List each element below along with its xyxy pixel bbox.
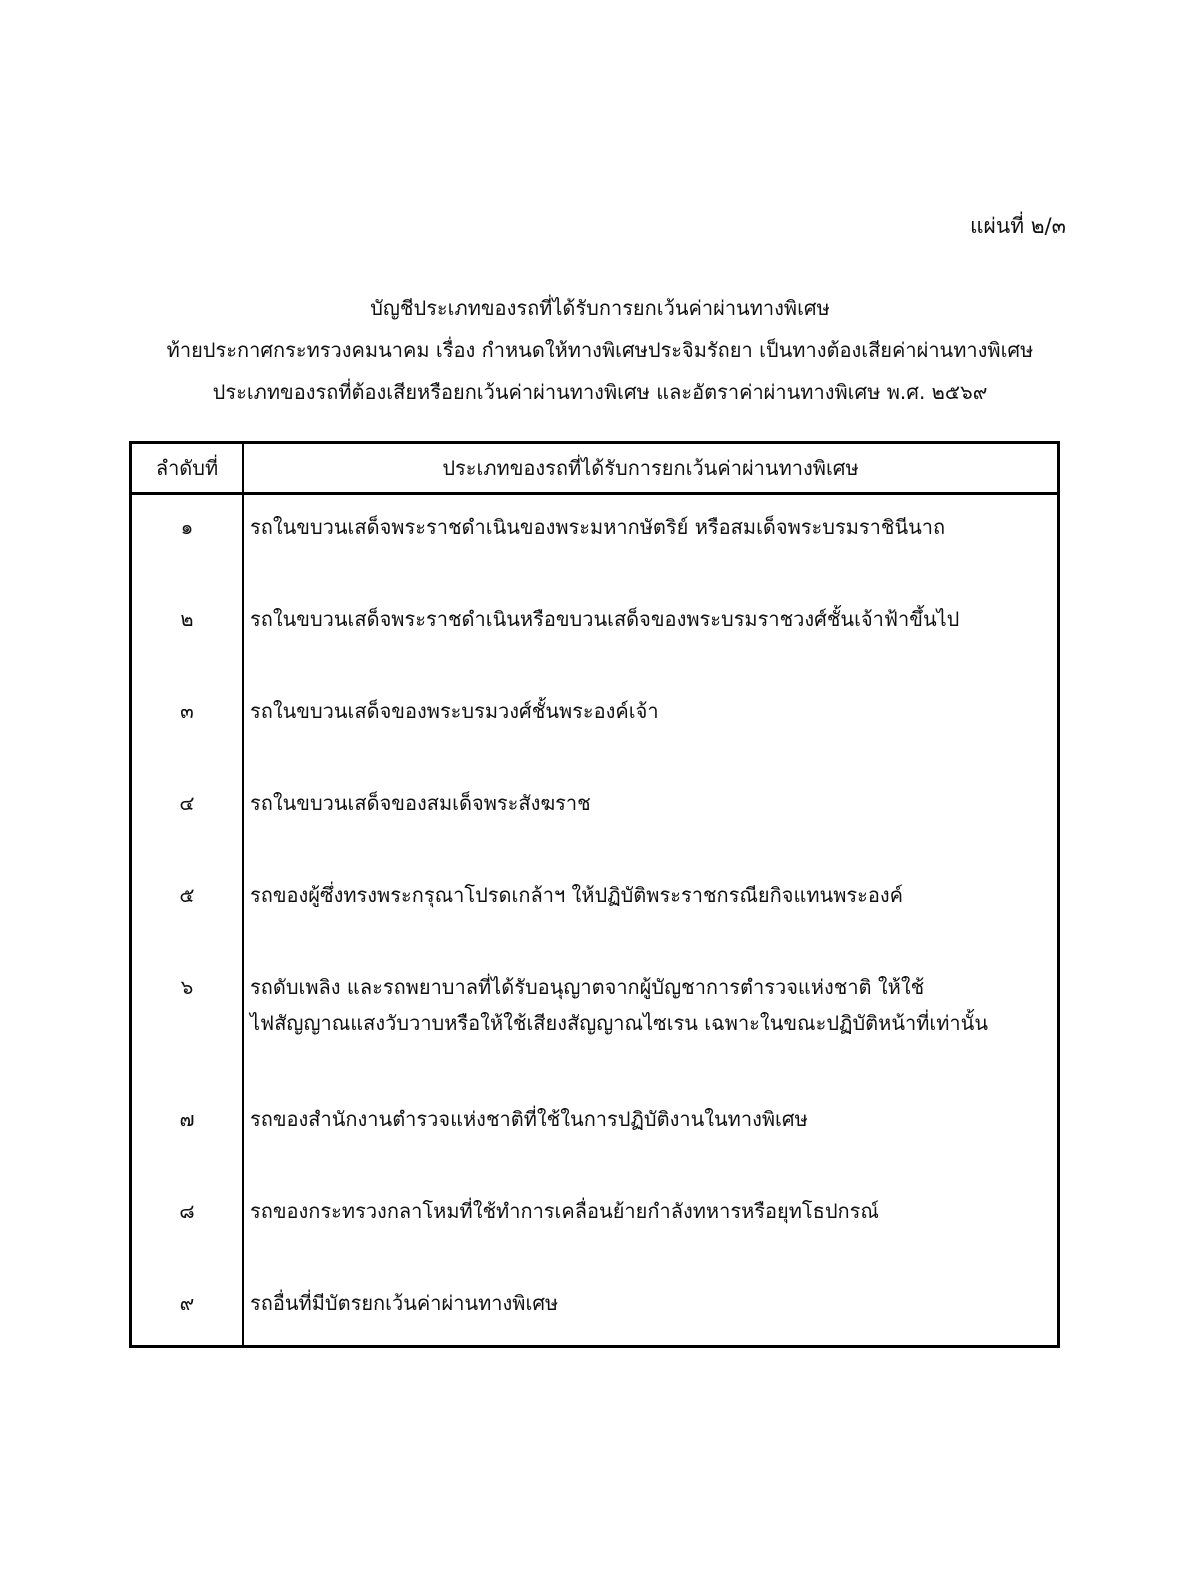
row-description: รถในขบวนเสด็จของพระบรมวงศ์ชั้นพระองค์เจ้า (250, 699, 659, 723)
table-row (131, 771, 1059, 863)
table-row (131, 494, 1059, 588)
table-row (131, 587, 1059, 679)
title-line-1: บัญชีประเภทของรถที่ได้รับการยกเว้นค่าผ่านทางพิเศษ (370, 296, 830, 320)
row-description: รถในขบวนเสด็จพระราชดำเนินของพระมหากษัตริย์ หรือสมเด็จพระบรมราชินีนาถ (250, 515, 946, 539)
sheet-number: แผ่นที่ ๒/๓ (970, 214, 1066, 238)
header-vehicle-type: ประเภทของรถที่ได้รับการยกเว้นค่าผ่านทางพิเศษ (243, 443, 1059, 494)
row-number: ๕ (131, 863, 244, 955)
row-number: ๔ (131, 771, 244, 863)
table-row (131, 1087, 1059, 1179)
row-number: ๖ (131, 955, 244, 1087)
row-description: รถในขบวนเสด็จพระราชดำเนินหรือขบวนเสด็จของพระบรมราชวงศ์ชั้นเจ้าฟ้าขึ้นไป (250, 607, 960, 631)
title-line-2: ท้ายประกาศกระทรวงคมนาคม เรื่อง กำหนดให้ทางพิเศษประจิมรัถยา เป็นทางต้องเสียค่าผ่านทางพิเศษ (166, 338, 1034, 362)
row-number: ๗ (131, 1087, 244, 1179)
document-title (60, 287, 1140, 413)
table-row (131, 955, 1059, 1087)
row-number: ๓ (131, 679, 244, 771)
table-row (131, 863, 1059, 955)
row-number: ๘ (131, 1179, 244, 1271)
row-description (243, 955, 1059, 1087)
row-description: รถอื่นที่มีบัตรยกเว้นค่าผ่านทางพิเศษ (250, 1291, 559, 1315)
table-row (131, 1271, 1059, 1347)
row-description-line-2: ไฟสัญญาณแสงวับวาบหรือให้ใช้เสียงสัญญาณไซเรน เฉพาะในขณะปฏิบัติหน้าที่เท่านั้น (250, 1011, 988, 1035)
row-description: รถในขบวนเสด็จของสมเด็จพระสังฆราช (250, 791, 591, 815)
row-number: ๙ (131, 1271, 244, 1347)
vehicle-exemption-table (129, 441, 1060, 1348)
table-row (131, 679, 1059, 771)
row-description: รถของกระทรวงกลาโหมที่ใช้ทำการเคลื่อนย้ายกำลังทหารหรือยุทโธปกรณ์ (250, 1199, 879, 1223)
row-description-line-1: รถดับเพลิง และรถพยาบาลที่ได้รับอนุญาตจากผู้บัญชาการตำรวจแห่งชาติ ให้ใช้ (250, 975, 925, 999)
row-number: ๑ (131, 494, 244, 588)
row-description: รถของสำนักงานตำรวจแห่งชาติที่ใช้ในการปฏิบัติงานในทางพิเศษ (250, 1107, 808, 1131)
row-number: ๒ (131, 587, 244, 679)
title-line-3: ประเภทของรถที่ต้องเสียหรือยกเว้นค่าผ่านทางพิเศษ และอัตราค่าผ่านทางพิเศษ พ.ศ. ๒๕๖๙ (212, 380, 988, 404)
row-description: รถของผู้ซึ่งทรงพระกรุณาโปรดเกล้าฯ ให้ปฏิบัติพระราชกรณียกิจแทนพระองค์ (250, 883, 904, 907)
table-row (131, 1179, 1059, 1271)
header-no: ลำดับที่ (131, 443, 244, 494)
table-header-row (131, 443, 1059, 494)
